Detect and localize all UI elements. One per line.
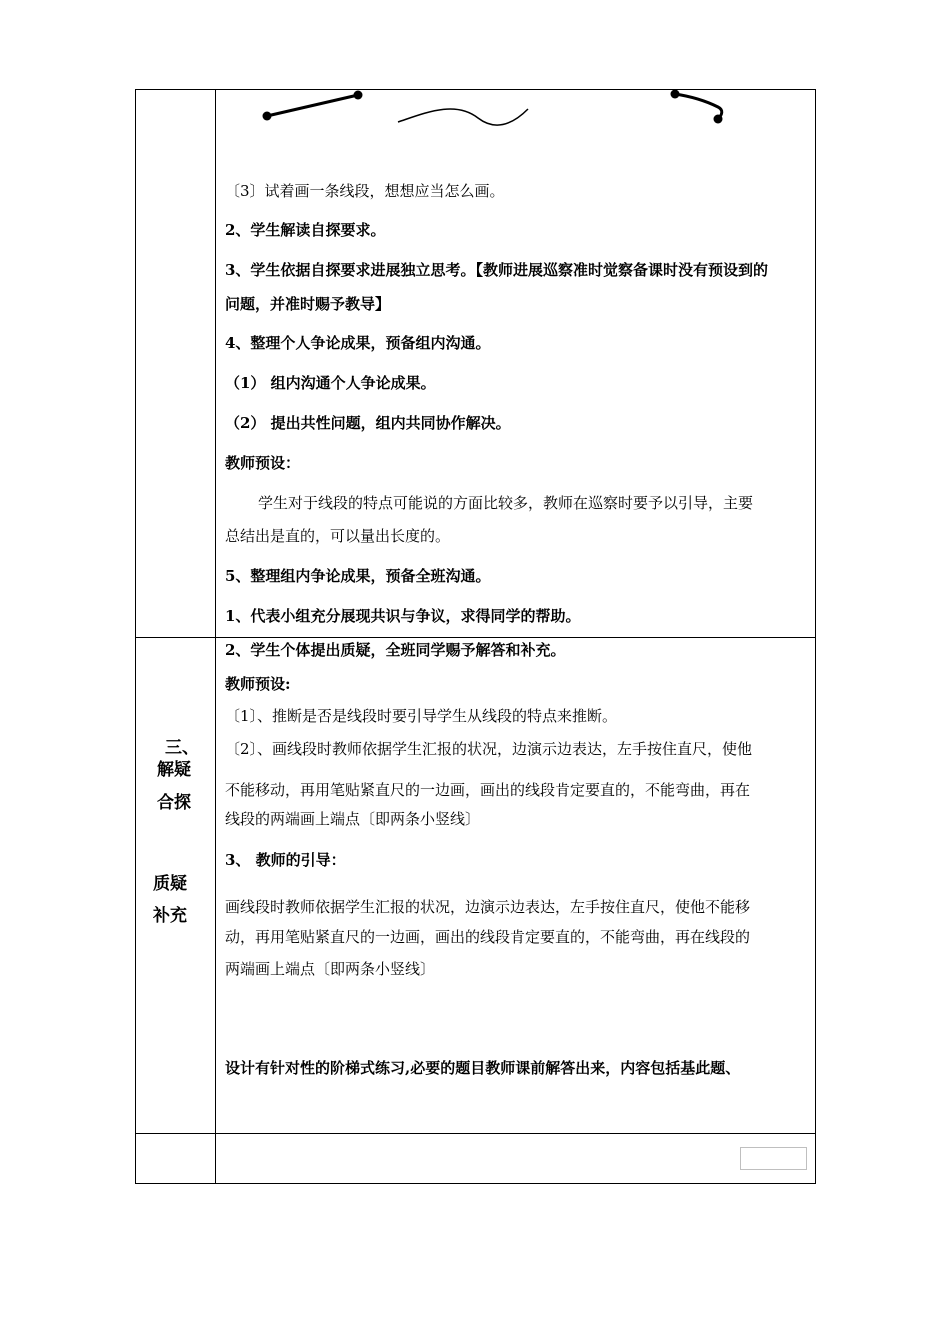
text-line: 画线段时教师依据学生汇报的状况，边演示边表达，左手按住直尺，使他不能移	[225, 898, 751, 916]
text-line: 〔2〕、画线段时教师依据学生汇报的状况，边演示边表达，左手按住直尺，使他	[225, 740, 753, 758]
section-label-number: 三、	[165, 738, 199, 758]
curved-segment-figure	[671, 90, 723, 124]
text-line: 〔1〕、推断是否是线段时要引导学生从线段的特点来推断。	[225, 707, 618, 725]
section-label: 合探	[157, 793, 191, 813]
empty-box	[740, 1147, 807, 1170]
text-line: 问题，并准时赐予教导】	[225, 295, 391, 313]
text-line: 教师预设:	[225, 675, 291, 693]
row-divider-2	[135, 1133, 816, 1134]
row-divider-1	[135, 637, 816, 638]
text-line: 1、代表小组充分展现共识与争议，求得同学的帮助。	[225, 607, 581, 625]
text-line: 〔3〕试着画一条线段，想想应当怎么画。	[225, 182, 505, 200]
text-line: 两端画上端点〔即两条小竖线〕	[225, 960, 436, 978]
line-figures	[250, 85, 730, 135]
text-line: 3、 教师的引导：	[225, 851, 346, 869]
text-line: 总结出是直的，可以量出长度的。	[225, 527, 451, 545]
text-line: 学生对于线段的特点可能说的方面比较多，教师在巡察时要予以引导，主要	[258, 494, 754, 512]
text-line: 3、学生依据自探要求进展独立思考。【教师进展巡察准时觉察备课时没有预设到的	[225, 261, 768, 279]
text-line: 设计有针对性的阶梯式练习,必要的题目教师课前解答出来，内容包括基此题、	[225, 1059, 741, 1077]
section-label: 质疑	[153, 874, 187, 894]
text-line: 4、整理个人争论成果，预备组内沟通。	[225, 334, 491, 352]
text-line: 线段的两端画上端点〔即两条小竖线〕	[225, 810, 481, 828]
text-line: 5、整理组内争论成果，预备全班沟通。	[225, 567, 491, 585]
section-label: 解疑	[157, 760, 191, 780]
text-line: 教师预设：	[225, 454, 301, 472]
text-line: 2、学生解读自探要求。	[225, 221, 386, 239]
section-label: 补充	[153, 906, 187, 926]
curve-figure	[398, 109, 528, 125]
text-line: （2） 提出共性问题，组内共同协作解决。	[225, 414, 511, 432]
text-line: 2、学生个体提出质疑，全班同学赐予解答和补充。	[225, 641, 566, 659]
segment-figure	[263, 91, 363, 121]
text-line: 动，再用笔贴紧直尺的一边画，画出的线段肯定要直的，不能弯曲，再在线段的	[225, 928, 751, 946]
text-line: （1） 组内沟通个人争论成果。	[225, 374, 436, 392]
text-line: 不能移动，再用笔贴紧直尺的一边画，画出的线段肯定要直的，不能弯曲，再在	[225, 781, 751, 799]
